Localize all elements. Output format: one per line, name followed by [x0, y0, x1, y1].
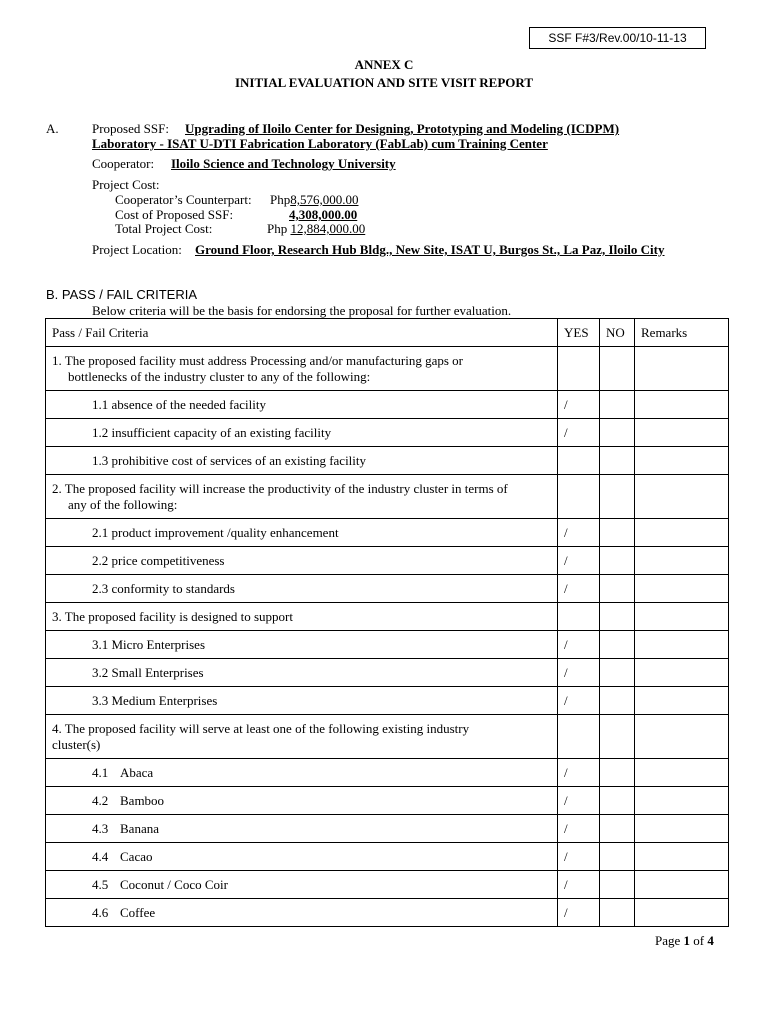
table-row: 4.3 Banana / — [46, 815, 729, 843]
table-row: 3. The proposed facility is designed to support — [46, 603, 729, 631]
table-row: 1.2 insufficient capacity of an existing facility / — [46, 419, 729, 447]
project-cost-label: Project Cost: — [92, 177, 160, 192]
location-label: Project Location: — [92, 242, 182, 257]
proposed-ssf-line1: Upgrading of Iloilo Center for Designing, Prototyping and Modeling (ICDPM) — [185, 121, 620, 136]
table-row: 4.5 Coconut / Coco Coir / — [46, 871, 729, 899]
section-a-letter: A. — [46, 121, 59, 136]
header-remarks: Remarks — [635, 319, 729, 347]
ssf-cost-value: 4,308,000.00 — [289, 207, 358, 222]
table-row: 1.3 prohibitive cost of services of an existing facility — [46, 447, 729, 475]
proposed-ssf-label: Proposed SSF: — [92, 121, 169, 136]
header-yes: YES — [558, 319, 600, 347]
total-cost-label: Total Project Cost: — [115, 221, 213, 236]
proposed-ssf-line2: Laboratory - ISAT U-DTI Fabrication Laboratory (FabLab) cum Training Center — [92, 136, 548, 151]
report-title: INITIAL EVALUATION AND SITE VISIT REPORT — [234, 75, 534, 90]
annex-label: ANNEX C — [354, 57, 414, 72]
table-row: 1.1 absence of the needed facility / — [46, 391, 729, 419]
table-row: 4.4 Cacao / — [46, 843, 729, 871]
table-row: 2.2 price competitiveness / — [46, 547, 729, 575]
cooperator-value: Iloilo Science and Technology University — [171, 156, 396, 171]
table-row: 3.3 Medium Enterprises / — [46, 687, 729, 715]
counterpart-amount: Php8,576,000.00 — [270, 192, 359, 207]
page-number: Page 1 of 4 — [655, 933, 714, 948]
table-row: 4. The proposed facility will serve at least one of the following existing industry cluster(s) — [46, 715, 729, 759]
cooperator-label: Cooperator: — [92, 156, 155, 171]
location-value: Ground Floor, Research Hub Bldg., New Site, ISAT U, Burgos St., La Paz, Iloilo City — [195, 242, 665, 257]
criteria-table — [45, 318, 729, 927]
header-no: NO — [600, 319, 635, 347]
table-row: 1. The proposed facility must address Processing and/or manufacturing gaps or bottlenecks of the industry cluster to any of the following: — [46, 347, 729, 391]
table-row: 2.1 product improvement /quality enhancement / — [46, 519, 729, 547]
table-row: 4.6 Coffee / — [46, 899, 729, 927]
section-b-heading: B. PASS / FAIL CRITERIA — [46, 287, 197, 302]
table-row: 3.1 Micro Enterprises / — [46, 631, 729, 659]
form-code-box: SSF F#3/Rev.00/10-11-13 — [529, 27, 706, 49]
table-row: 4.2 Bamboo / — [46, 787, 729, 815]
table-row: 2. The proposed facility will increase the productivity of the industry cluster in terms of any of the following: — [46, 475, 729, 519]
table-row: 2.3 conformity to standards / — [46, 575, 729, 603]
table-header-row — [46, 319, 729, 347]
ssf-cost-label: Cost of Proposed SSF: — [115, 207, 234, 222]
header-criteria: Pass / Fail Criteria — [46, 319, 558, 347]
table-row: 4.1 Abaca / — [46, 759, 729, 787]
table-row: 3.2 Small Enterprises / — [46, 659, 729, 687]
counterpart-label: Cooperator’s Counterpart: — [115, 192, 252, 207]
section-b-intro: Below criteria will be the basis for endorsing the proposal for further evaluation. — [92, 303, 512, 318]
total-cost-amount: Php 12,884,000.00 — [267, 221, 366, 236]
